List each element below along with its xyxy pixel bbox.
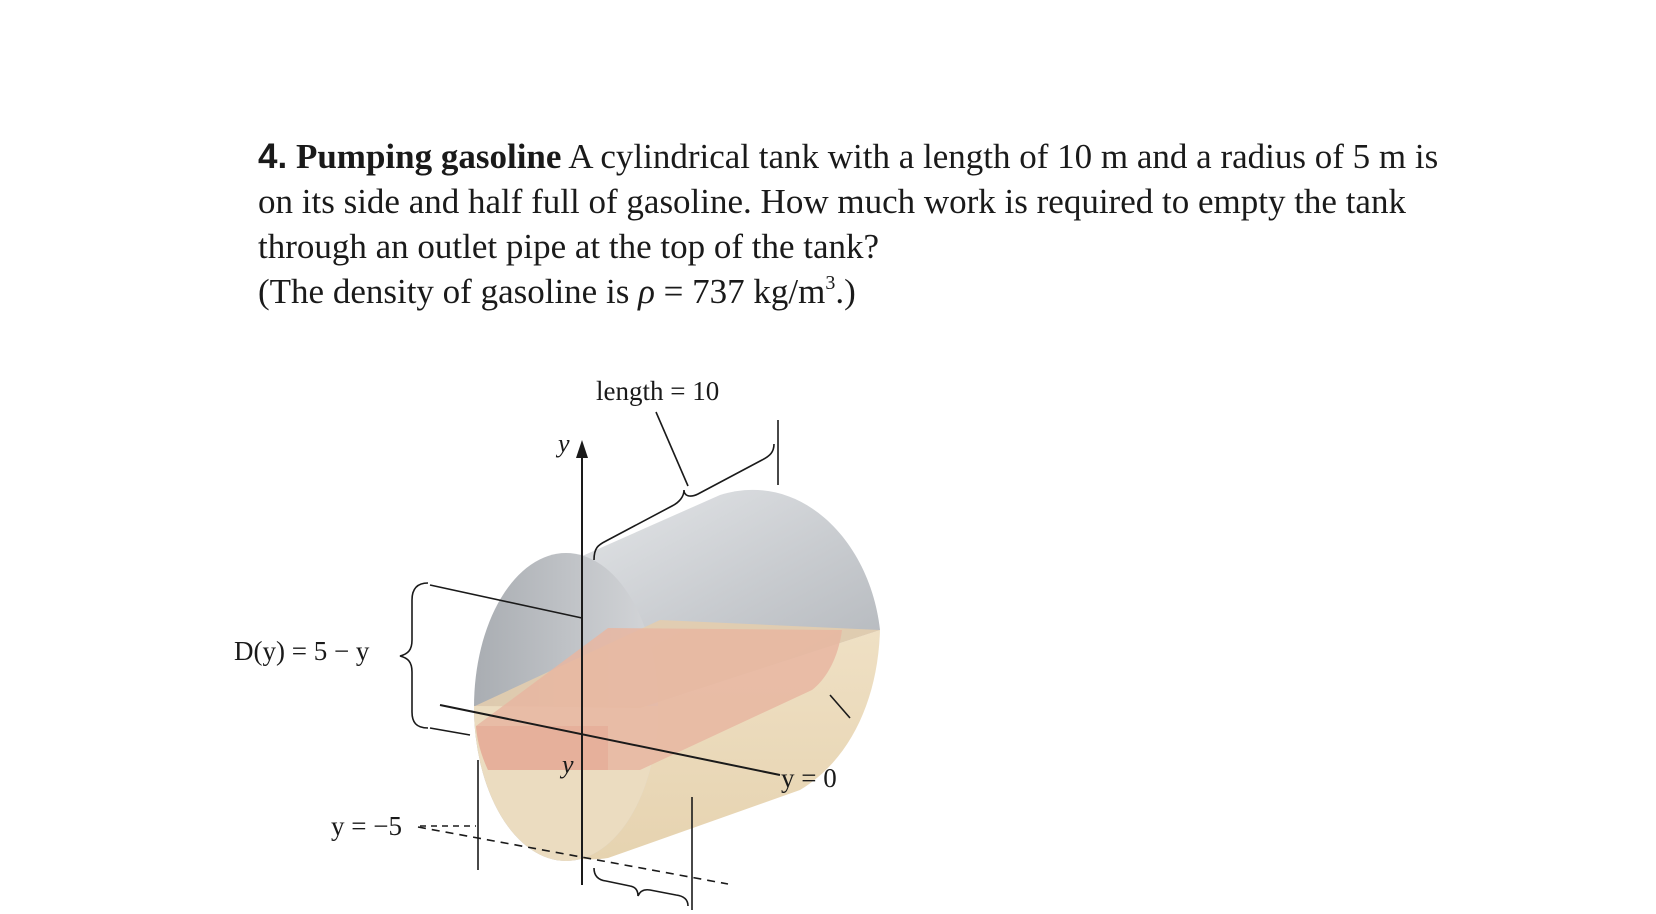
problem-number: 4. bbox=[258, 137, 288, 176]
length-pointer bbox=[656, 412, 688, 486]
density-value: = 737 kg/m bbox=[654, 272, 826, 311]
y-axis-arrow bbox=[576, 440, 588, 458]
slice-face bbox=[476, 726, 608, 770]
length-label: length = 10 bbox=[596, 376, 720, 406]
density-suffix: .) bbox=[835, 272, 856, 311]
problem-text: A cylindrical tank with a length of 10 m and a radius of 5 m is on its side and half full of gasoline. How much work is required to empty the tank through an outlet pipe at the top of the tank? bbox=[258, 137, 1439, 266]
density-prefix: (The density of gasoline is bbox=[258, 272, 639, 311]
density-exponent: 3 bbox=[825, 272, 836, 294]
density-symbol: ρ bbox=[638, 272, 655, 311]
y-slice-label: y bbox=[562, 750, 574, 779]
problem-title: Pumping gasoline bbox=[295, 137, 562, 176]
depth-brace bbox=[400, 583, 428, 728]
y-axis-label: y bbox=[558, 429, 570, 458]
depth-label: D(y) = 5 − y bbox=[234, 636, 370, 666]
depth-bottom-line bbox=[430, 728, 470, 735]
y-zero-label: y = 0 bbox=[781, 763, 837, 793]
y-bottom-label: y = −5 bbox=[331, 811, 402, 841]
bottom-brace bbox=[594, 868, 688, 906]
